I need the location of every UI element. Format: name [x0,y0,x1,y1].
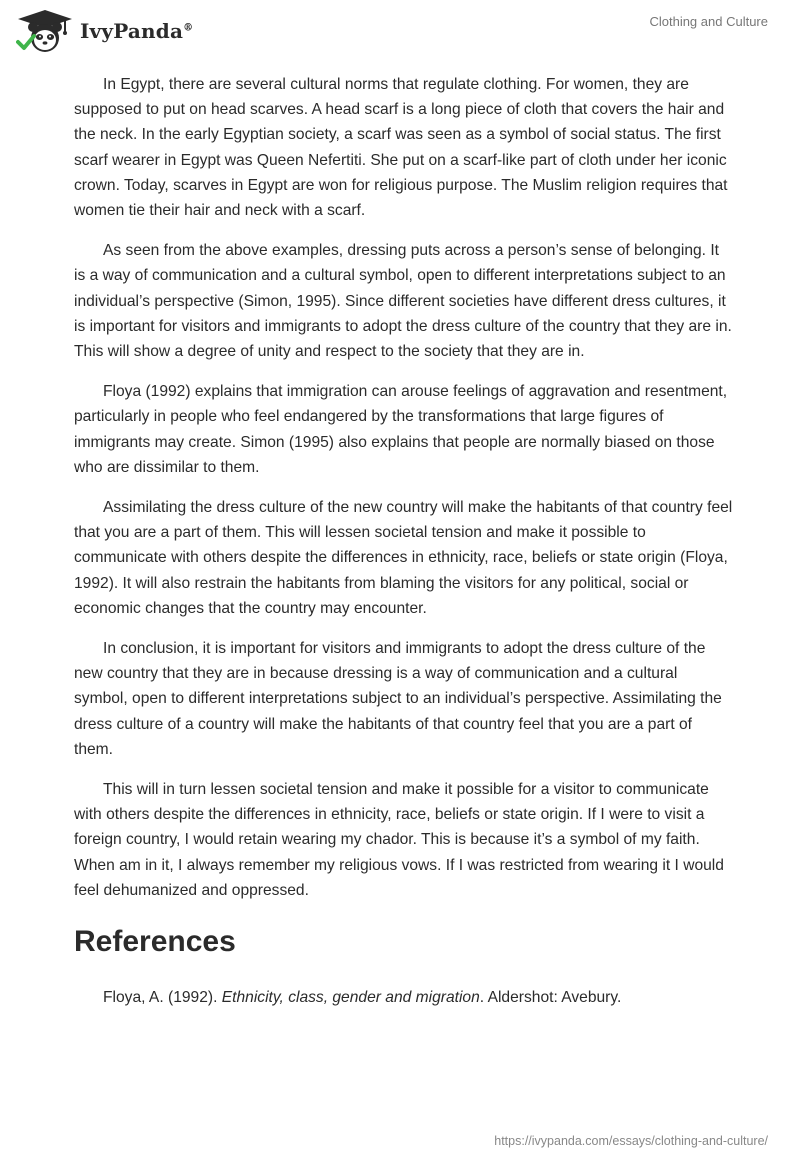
paragraph: Floya (1992) explains that immigration can arouse feelings of aggravation and resentment, particularly in people who feel endangered by the transformations that large figures of immigrants may create. Simon (1995) also explains that people are normally biased on those who are dissimilar to them. [74,383,728,476]
essay-body [74,72,734,1010]
paragraph: In conclusion, it is important for visitors and immigrants to adopt the dress culture of the new country that they are in because dressing is a way of communication and a cultural symbol, open to different interpretations subject to an individual’s perspective. Assimilating the dress culture of a country will make the habitants of that country feel that you are a part of them. [74,640,722,758]
paragraph: This will in turn lessen societal tension and make it possible for a visitor to communicate with others despite the differences in ethnicity, race, beliefs or state origin. If I were to visit a foreign country, I would retain wearing my chador. This is because it’s a symbol of my faith. When am in it, I always remember my religious vows. If I was restricted from wearing it I would feel dehumanized and oppressed. [74,781,724,899]
document-title: Clothing and Culture [649,14,768,29]
ivypanda-logo[interactable] [16,8,193,54]
references-heading: References [74,925,236,959]
paragraph: Assimilating the dress culture of the new country will make the habitants of that country feel that you are a part of them. This will lessen societal tension and make it possible to communicate with others despite the differences in ethnicity, race, beliefs or state origin (Floya, 1992). It will also restrain the habitants from blaming the visitors for any political, social or economic changes that the country may encounter. [74,499,733,617]
paragraph: In Egypt, there are several cultural norms that regulate clothing. For women, they are supposed to put on head scarves. A head scarf is a long piece of cloth that covers the hair and the neck. In the early Egyptian society, a scarf was seen as a symbol of social status. The first scarf wearer in Egypt was Queen Nefertiti. She put on a scarf-like part of cloth under her iconic crown. Today, scarves in Egypt are won for religious purpose. The Muslim religion requires that women tie their hair and neck with a scarf. [74,76,728,220]
paragraph: As seen from the above examples, dressing puts across a person’s sense of belonging. It is a way of communication and a cultural symbol, open to different interpretations subject to an individual’s perspective (Simon, 1995). Since different societies have different dress cultures, it is important for visitors and immigrants to adopt the dress culture of the country that they are in. This will show a degree of unity and respect to the society that they are in. [74,242,732,361]
reference-author-year: Floya, A. (1992). [103,989,222,1007]
reference-entry [74,985,734,1010]
reference-publisher: . Aldershot: Avebury. [479,989,622,1007]
page-header [0,0,800,60]
source-url[interactable]: https://ivypanda.com/essays/clothing-and-culture/ [494,1134,768,1148]
brand-name: IvyPanda® [80,19,194,43]
panda-graduation-cap-icon [16,8,74,54]
reference-title: Ethnicity, class, gender and migration [221,989,480,1007]
